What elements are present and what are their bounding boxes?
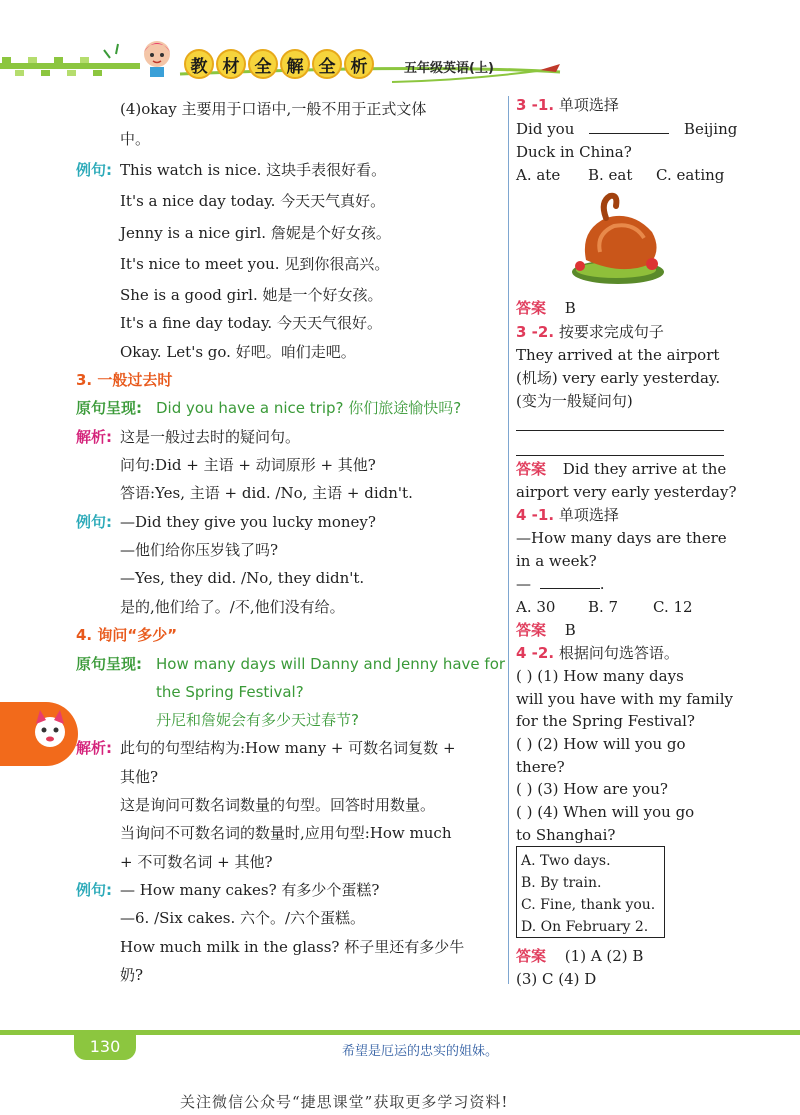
question-number: 4 -1.	[516, 506, 555, 524]
okay-note-line: (4)okay 主要用于口语中,一般不用于正式文体	[120, 100, 427, 118]
question-number: 3 -2.	[516, 323, 555, 341]
example-sentence: —6. /Six cakes. 六个。/六个蛋糕。	[120, 909, 366, 927]
analysis-text: + 不可数名词 + 其他?	[120, 853, 273, 871]
question-stem: Did you Beijing	[516, 120, 738, 138]
question-number: 3 -1.	[516, 96, 555, 114]
answer-blank[interactable]	[540, 588, 600, 589]
header-title-char: 教	[184, 49, 214, 79]
analysis-label: 解析:	[76, 739, 112, 757]
answer-row: 答案 Did they arrive at the	[516, 460, 727, 478]
example-label: 例句:	[76, 513, 112, 531]
original-sentence-label: 原句呈现:	[76, 399, 142, 417]
question-number: 4 -2.	[516, 644, 555, 662]
question-type: 根据问句选答语。	[558, 644, 679, 662]
header-title-char: 析	[344, 49, 374, 79]
answer-line[interactable]	[516, 455, 724, 456]
option-b: B. eat	[588, 166, 633, 184]
question-heading	[516, 643, 679, 663]
example-sentence: —Yes, they did. /No, they didn't.	[120, 569, 365, 587]
question-stem: — .	[516, 575, 605, 593]
example-sentence: It's a nice day today. 今天天气真好。	[120, 192, 386, 210]
answer-value: airport very early yesterday?	[516, 483, 737, 501]
example-sentence: — How many cakes? 有多少个蛋糕?	[120, 881, 380, 899]
match-item: for the Spring Festival?	[516, 712, 695, 730]
grade-label: 五年级英语(上)	[404, 61, 494, 76]
example-sentence: Okay. Let's go. 好吧。咱们走吧。	[120, 343, 356, 361]
answer-row: 答案 B	[516, 299, 576, 317]
answer-row: 答案 B	[516, 621, 576, 639]
example-sentence: She is a good girl. 她是一个好女孩。	[120, 286, 383, 304]
example-sentence: —他们给你压岁钱了吗?	[120, 541, 279, 559]
answer-value: B	[564, 621, 576, 639]
header-title-char: 全	[312, 49, 342, 79]
question-heading	[516, 505, 619, 525]
page-header	[0, 30, 800, 92]
question-stem: in a week?	[516, 552, 597, 570]
analysis-text: 当询问不可数名词的数量时,应用句型:How much	[120, 824, 452, 842]
question-stem: (变为一般疑问句)	[516, 392, 633, 410]
question-heading	[516, 322, 664, 342]
answer-value: (1) A (2) B	[564, 947, 644, 965]
question-heading	[516, 95, 619, 115]
match-item: there?	[516, 758, 565, 776]
cartoon-face-icon	[30, 708, 70, 752]
watermark-text: 关注微信公众号“捷思课堂”获取更多学习资料!	[180, 1093, 509, 1111]
option-a: A. 30	[516, 598, 556, 616]
column-divider	[508, 96, 509, 984]
example-sentence: —Did they give you lucky money?	[120, 513, 376, 531]
example-label: 例句:	[76, 881, 112, 899]
question-stem: (机场) very early yesterday.	[516, 369, 721, 387]
option-item: D. On February 2.	[521, 919, 649, 935]
answer-value: Did they arrive at the	[562, 460, 727, 478]
header-title-char: 解	[280, 49, 310, 79]
question-type: 单项选择	[558, 506, 619, 524]
answer-value: B	[564, 299, 576, 317]
original-sentence: the Spring Festival?	[156, 683, 304, 701]
example-sentence: This watch is nice. 这块手表很好看。	[120, 161, 387, 179]
question-stem: Duck in China?	[516, 143, 632, 161]
header-title-char: 材	[216, 49, 246, 79]
original-sentence: Did you have a nice trip? 你们旅途愉快吗?	[156, 399, 462, 417]
answer-blank[interactable]	[589, 133, 669, 134]
page-number: 130	[74, 1034, 136, 1060]
original-sentence-label: 原句呈现:	[76, 655, 142, 673]
header-title-char: 全	[248, 49, 278, 79]
answer-row: 答案 (1) A (2) B	[516, 947, 644, 965]
analysis-text: 其他?	[120, 768, 159, 786]
original-sentence: How many days will Danny and Jenny have for	[156, 655, 506, 673]
example-sentence: 奶?	[120, 966, 144, 984]
question-stem: —How many days are there	[516, 529, 727, 547]
example-sentence: How much milk in the glass? 杯子里还有多少牛	[120, 938, 465, 956]
option-c: C. 12	[653, 598, 693, 616]
answer-value: (3) C (4) D	[516, 970, 597, 988]
roast-duck-image	[566, 190, 672, 286]
analysis-text: 这是一般过去时的疑问句。	[120, 428, 301, 446]
original-sentence: 丹尼和詹妮会有多少天过春节?	[156, 711, 359, 729]
match-item: ( ) (1) How many days	[516, 667, 684, 685]
section-title: 3. 一般过去时	[76, 371, 173, 389]
question-stem: They arrived at the airport	[516, 346, 720, 364]
option-item: B. By train.	[521, 875, 602, 891]
analysis-text: 问句:Did + 主语 + 动词原形 + 其他?	[120, 456, 376, 474]
option-item: A. Two days.	[521, 853, 611, 869]
match-item: will you have with my family	[516, 690, 734, 708]
option-a: A. ate	[516, 166, 561, 184]
options-box	[516, 846, 665, 938]
option-b: B. 7	[588, 598, 619, 616]
option-item: C. Fine, thank you.	[521, 897, 656, 913]
example-sentence: 是的,他们给了。/不,他们没有给。	[120, 598, 345, 616]
okay-note-line: 中。	[120, 130, 151, 148]
analysis-text: 此句的句型结构为:How many + 可数名词复数 +	[120, 739, 456, 757]
match-item: ( ) (4) When will you go	[516, 803, 695, 821]
header-decoration	[0, 30, 800, 92]
question-type: 单项选择	[558, 96, 619, 114]
example-sentence: Jenny is a nice girl. 詹妮是个好女孩。	[120, 224, 391, 242]
example-sentence: It's nice to meet you. 见到你很高兴。	[120, 255, 390, 273]
question-type: 按要求完成句子	[558, 323, 664, 341]
footer-motto: 希望是厄运的忠实的姐妹。	[342, 1044, 499, 1059]
match-item: ( ) (2) How will you go	[516, 735, 686, 753]
example-label: 例句:	[76, 161, 112, 179]
answer-line[interactable]	[516, 430, 724, 431]
match-item: to Shanghai?	[516, 826, 616, 844]
analysis-text: 这是询问可数名词数量的句型。回答时用数量。	[120, 796, 436, 814]
analysis-text: 答语:Yes, 主语 + did. /No, 主语 + didn't.	[120, 484, 413, 502]
example-sentence: It's a fine day today. 今天天气很好。	[120, 314, 382, 332]
analysis-label: 解析:	[76, 428, 112, 446]
mascot-icon	[138, 38, 176, 78]
match-item: ( ) (3) How are you?	[516, 780, 668, 798]
section-title: 4. 询问“多少”	[76, 626, 178, 644]
option-c: C. eating	[656, 166, 725, 184]
